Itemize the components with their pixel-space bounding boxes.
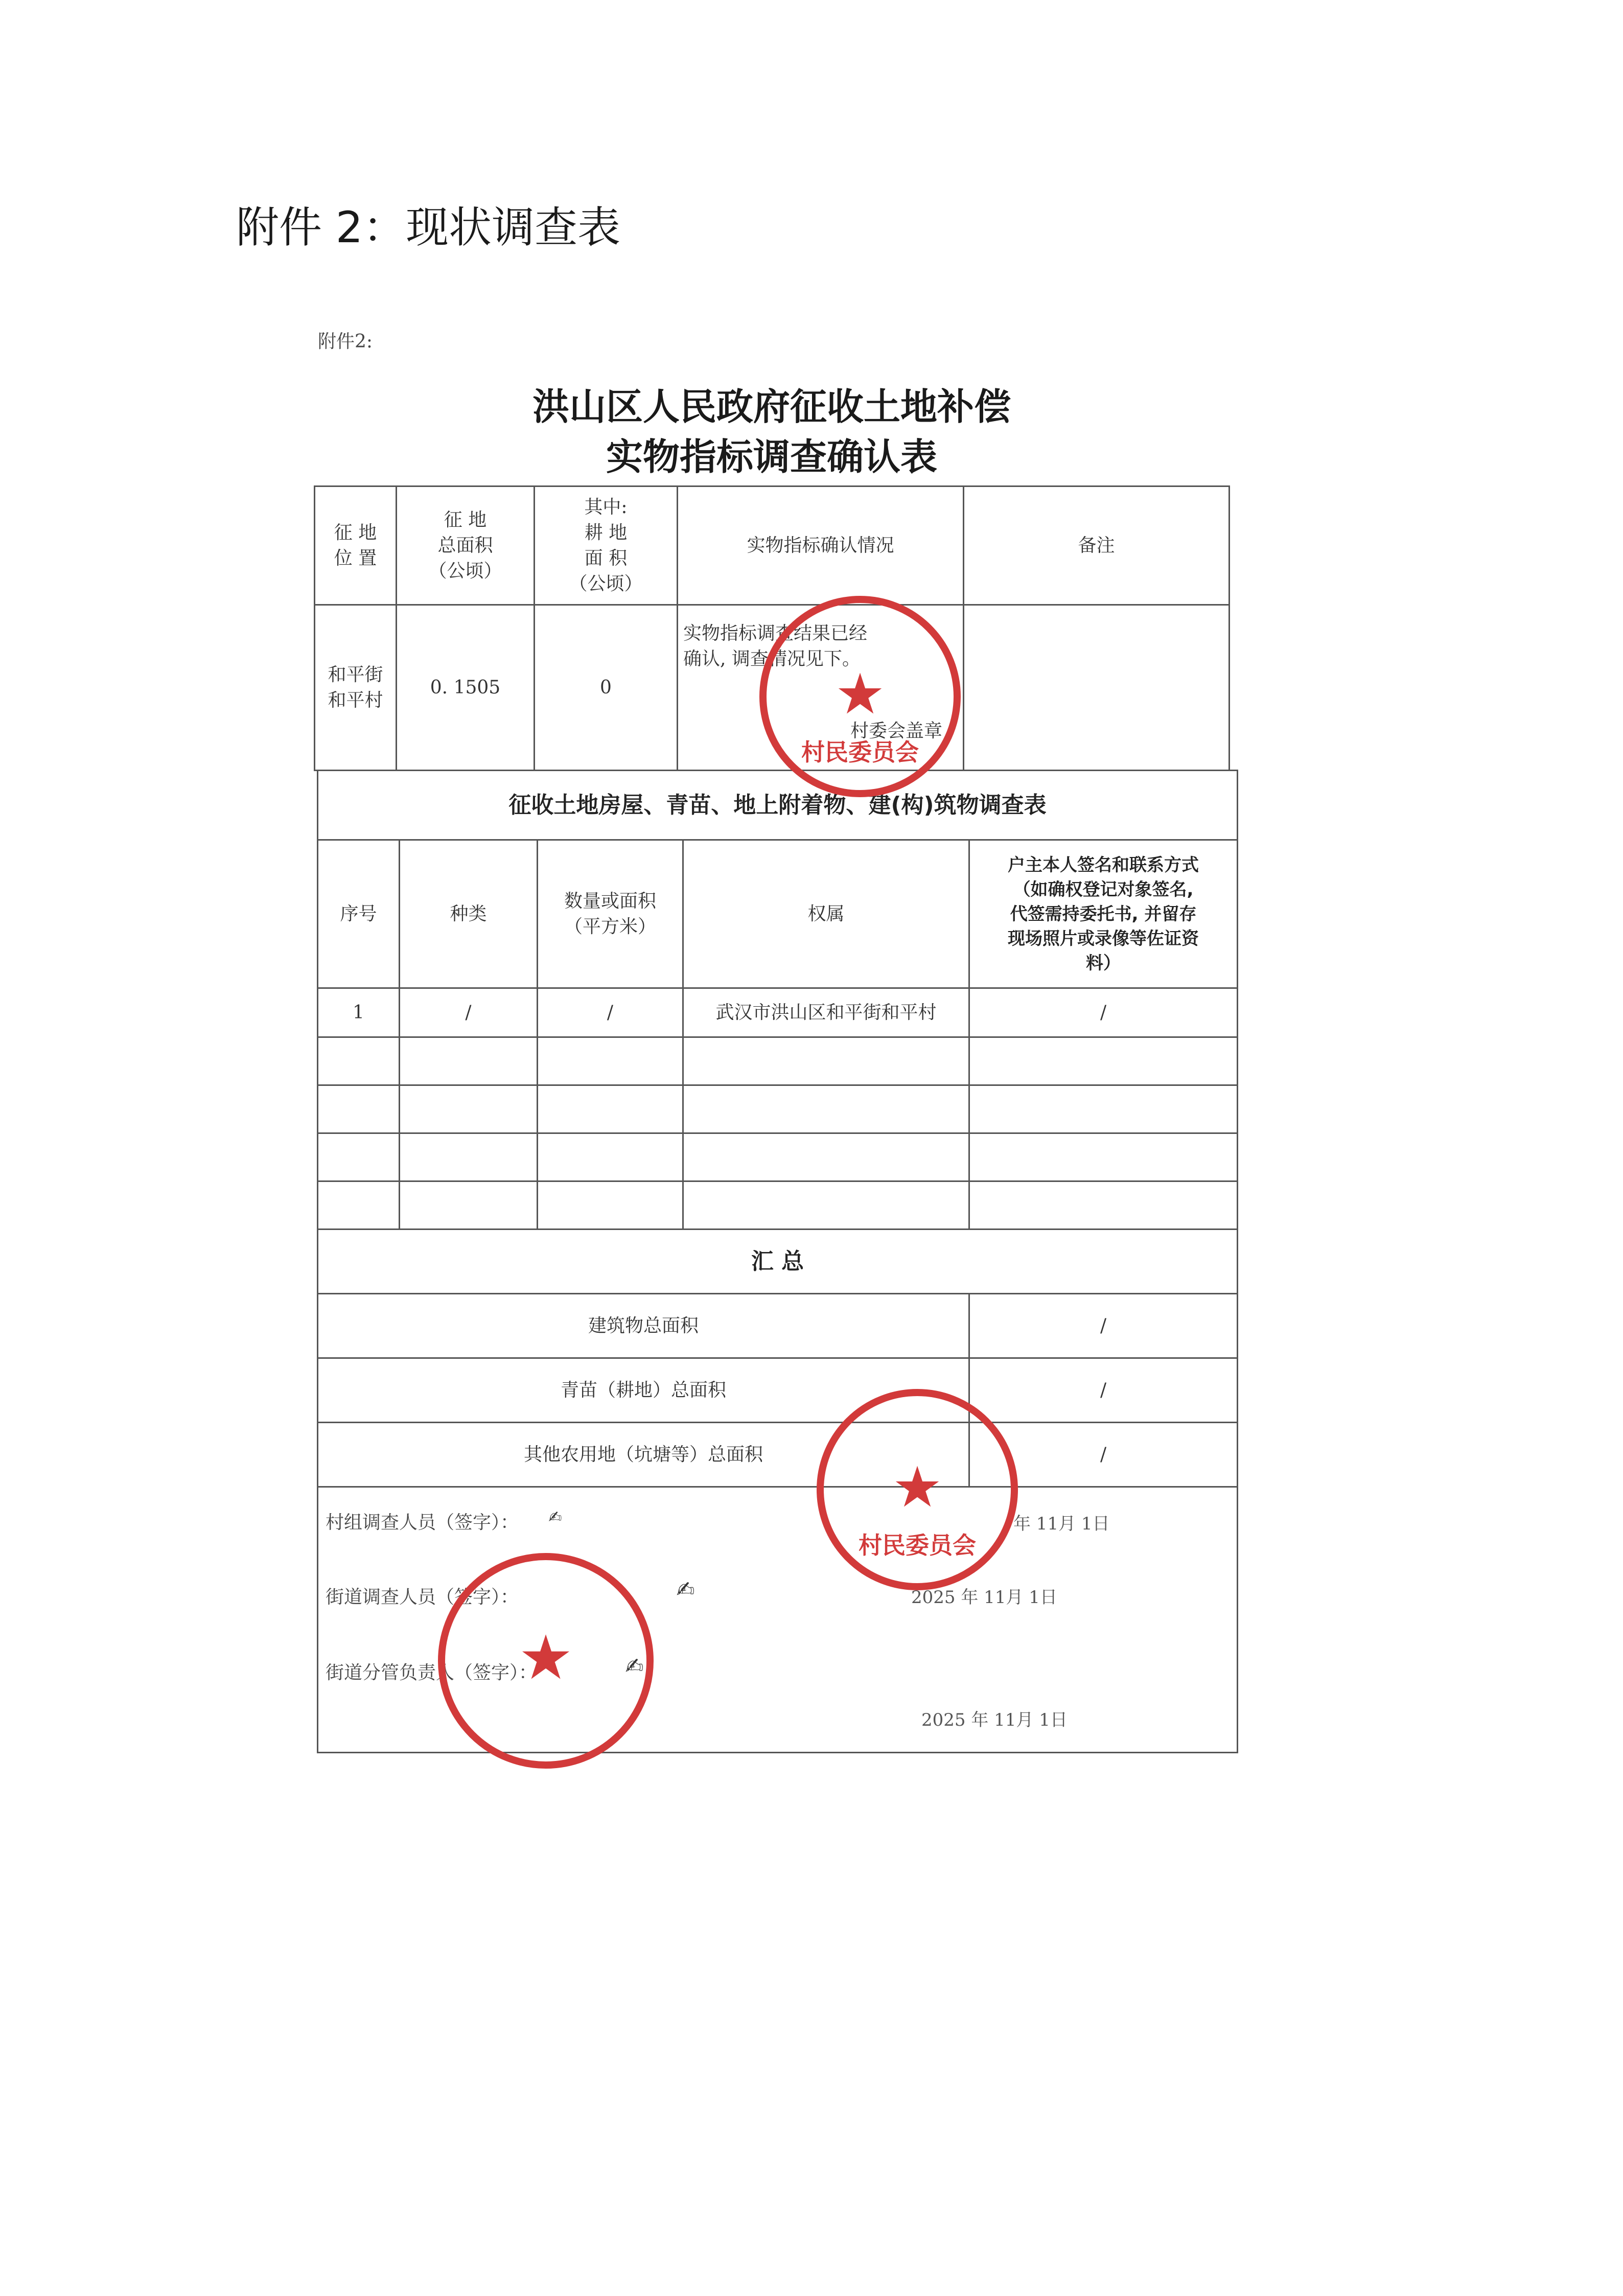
row-type [400,1181,538,1230]
header-owner-signature: 户主本人签名和联系方式 （如确权登记对象签名, 代签需持委托书, 并留存 现场照片或录像等佐证资 料） [969,840,1238,988]
header-no: 序号 [318,840,400,988]
row-signature: / [969,988,1238,1037]
table-row [318,1037,1238,1085]
row-ownership: 武汉市洪山区和平街和平村 [683,988,969,1037]
table-row [318,1181,1238,1230]
street-surveyor-signature: ✍ [676,1569,695,1605]
header-total-area: 征 地 总面积 （公顷） [397,486,535,605]
row-quantity: / [538,988,683,1037]
summary-row [318,1294,1238,1358]
row-signature [969,1085,1238,1133]
confirmation-sign: 村委会盖章 [850,721,942,741]
header-confirmation: 实物指标确认情况 [678,486,964,605]
cell-location: 和平街 和平村 [315,605,397,771]
attachment-heading: 附件 2：现状调查表 [236,202,621,252]
summary-row [318,1423,1238,1487]
document-title-line2: 实物指标调查确认表 [606,435,937,478]
village-survey-date: 年 11月 1日 [1013,1514,1110,1534]
row-signature [969,1133,1238,1181]
document-title-line1: 洪山区人民政府征收土地补偿 [532,385,1011,428]
header-ownership: 权属 [683,840,969,988]
row-ownership [683,1037,969,1085]
section-title: 征收土地房屋、青苗、地上附着物、建(构)筑物调查表 [318,771,1238,840]
summary-row [318,1358,1238,1423]
village-surveyor-signature: ✍ [548,1502,562,1528]
street-leader-date: 2025 年 11月 1日 [921,1710,1068,1730]
row-quantity [538,1037,683,1085]
village-surveyor-label: 村组调查人员（签字）： [326,1512,519,1533]
row-no [318,1181,400,1230]
row-type [400,1085,538,1133]
row-no [318,1133,400,1181]
svg-text:★: ★ [518,1622,573,1694]
summary-title: 汇 总 [318,1230,1238,1294]
row-no: 1 [318,988,400,1037]
street-leader-label: 街道分管负责人（签字）： [326,1662,538,1683]
document-label: 附件2: [318,331,373,352]
svg-text:★: ★ [892,1454,943,1520]
row-ownership [683,1181,969,1230]
summary-value: / [969,1358,1238,1423]
table-row [318,1085,1238,1133]
summary-label: 青苗（耕地）总面积 [318,1358,969,1423]
table-row [318,1133,1238,1181]
svg-text:★: ★ [834,661,886,727]
svg-text:村民委员会: 村民委员会 [859,1532,976,1559]
row-quantity [538,1181,683,1230]
svg-text:村民委员会: 村民委员会 [801,738,919,766]
row-no [318,1085,400,1133]
row-signature [969,1181,1238,1230]
row-type [400,1037,538,1085]
row-ownership [683,1133,969,1181]
cell-total-area: 0. 1505 [397,605,535,771]
header-location: 征 地 位 置 [315,486,397,605]
row-signature [969,1037,1238,1085]
summary-value: / [969,1294,1238,1358]
table-row [318,988,1238,1037]
summary-label: 建筑物总面积 [318,1294,969,1358]
street-office-seal-icon [433,1548,658,1773]
row-no [318,1037,400,1085]
village-seal-icon [813,1385,1022,1594]
confirmation-text: 实物指标调查结果已经 确认, 调查情况见下。 [683,623,868,669]
cell-farmland-area: 0 [535,605,678,771]
summary-label: 其他农用地（坑塘等）总面积 [318,1423,969,1487]
street-survey-date: 2025 年 11月 1日 [911,1587,1057,1608]
header-type: 种类 [400,840,538,988]
row-quantity [538,1085,683,1133]
header-remarks: 备注 [964,486,1230,605]
row-type [400,1133,538,1181]
row-ownership [683,1085,969,1133]
street-surveyor-label: 街道调查人员（签字）： [326,1587,519,1608]
header-farmland-area: 其中: 耕 地 面 积 （公顷） [535,486,678,605]
cell-remarks [964,605,1230,771]
row-quantity [538,1133,683,1181]
row-type: / [400,988,538,1037]
summary-value: / [969,1423,1238,1487]
village-seal-icon [755,592,965,801]
street-leader-signature: ✍ [625,1646,644,1682]
header-quantity: 数量或面积 （平方米） [538,840,683,988]
